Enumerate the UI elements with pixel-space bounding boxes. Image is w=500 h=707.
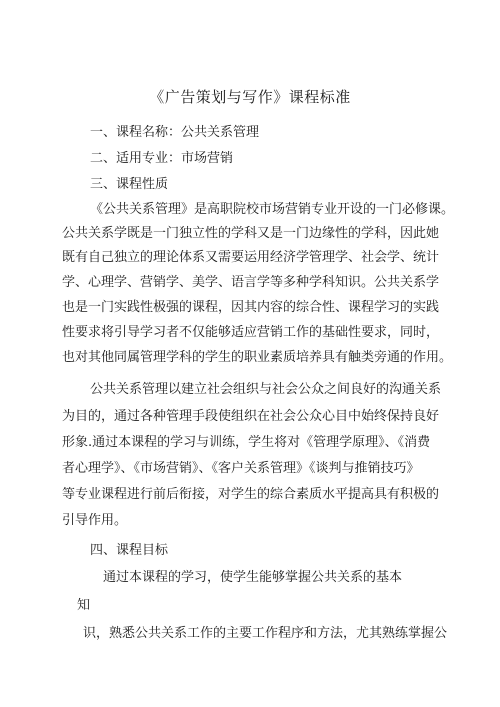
heading-major: 二、适用专业：市场营销 [90, 151, 234, 166]
paragraph3-line: 识，熟悉公共关系工作的主要工作程序和方法，尤其熟练掌握公 [83, 626, 448, 641]
paragraph2-line: 为目的，通过各种管理手段使组织在社会公众心目中始终保持良好 [62, 409, 440, 424]
paragraph1-line: 既有自己独立的理论体系又需要运用经济学管理学、社会学、统计 [62, 250, 440, 265]
paragraph1-line: 公共关系学既是一门独立性的学科又是一门边缘性的学科，因此她 [62, 226, 440, 241]
paragraph2-line: 引导作用。 [62, 513, 128, 528]
heading-course-nature: 三、课程性质 [90, 177, 169, 192]
paragraph2-line: 等专业课程进行前后衔接，对学生的综合素质水平提高具有积极的 [62, 487, 440, 502]
paragraph1-line: 性要求将引导学习者不仅能够适应营销工作的基础性要求，同时， [62, 325, 440, 340]
paragraph3-line: 知 [77, 598, 91, 613]
paragraph1-line: 也是一门实践性极强的课程，因其内容的综合性、课程学习的实践 [62, 300, 440, 315]
paragraph3-line: 通过本课程的学习，使学生能够掌握公共关系的基本 [103, 570, 403, 585]
paragraph1-line: 《公共关系管理》是高职院校市场营销专业开设的一门必修课。 [90, 202, 455, 217]
paragraph2-line: 公共关系管理以建立社会组织与社会公众之间良好的沟通关系 [90, 382, 442, 397]
heading-course-objectives: 四、课程目标 [90, 543, 169, 558]
paragraph1-line: 也对其他同属管理学科的学生的职业素质培养具有触类旁通的作用。 [62, 350, 453, 365]
paragraph1-line: 学、心理学、营销学、美学、语言学等多种学科知识。公共关系学 [62, 275, 440, 290]
paragraph2-line: 者心理学》、《市场营销》、《客户关系管理》《谈判与推销技巧》 [62, 461, 420, 476]
heading-course-name: 一、课程名称：公共关系管理 [90, 125, 260, 140]
paragraph2-line: 形象.通过本课程的学习与训练，学生将对《管理学原理》、《消费 [62, 435, 431, 450]
document-title: 《广告策划与写作》课程标准 [149, 88, 351, 106]
